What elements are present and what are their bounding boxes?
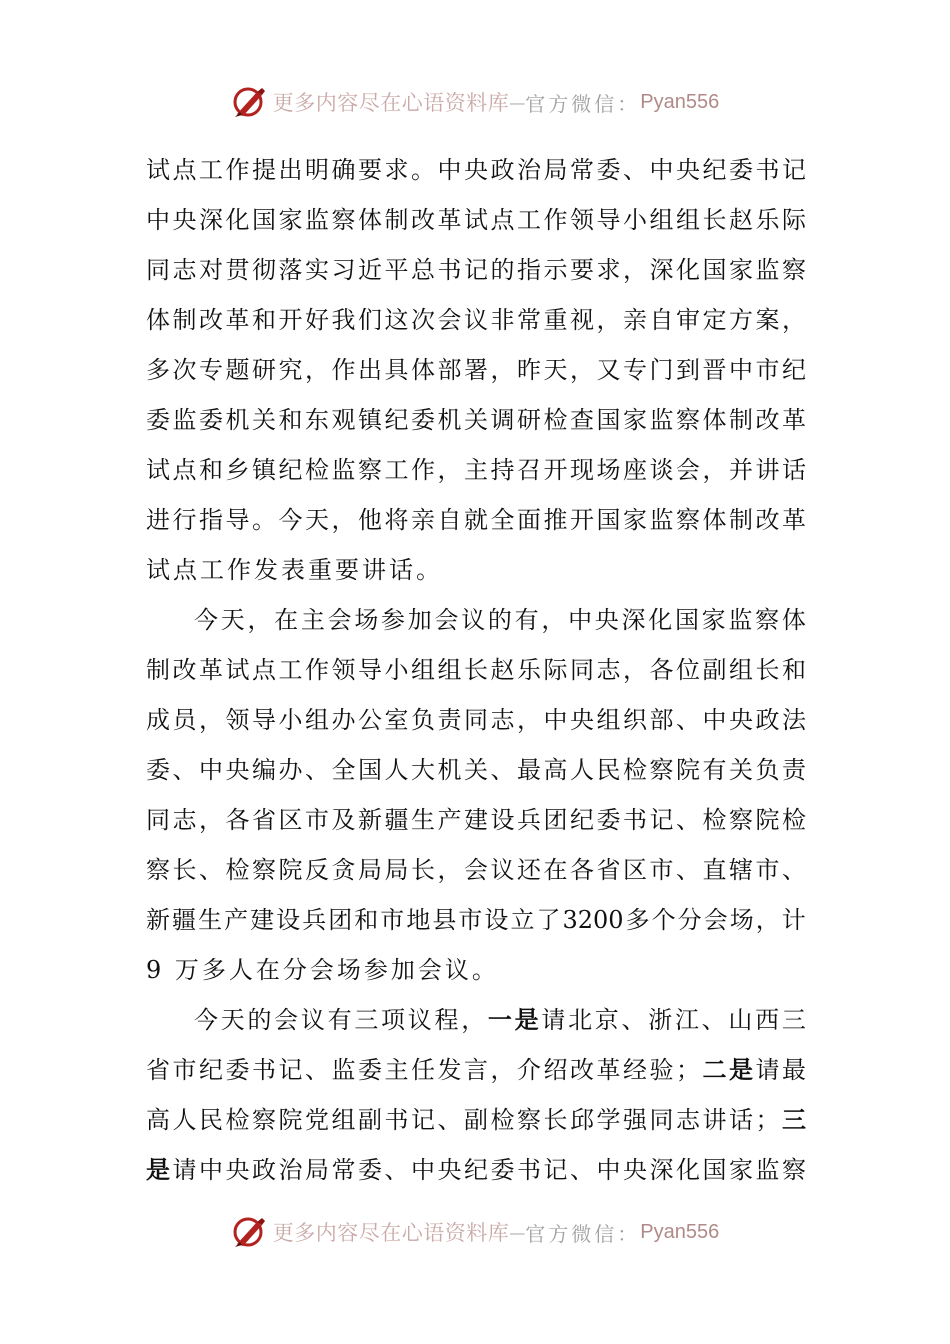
- text-line: 进 行 指 导 。 今 天 ， 他 将 亲 自 就 全 面 推 开 国 家 监 察 体 制 改 革: [146, 506, 806, 534]
- watermark-official-label: 官方微信：: [525, 1221, 641, 1246]
- text-line: 制 改 革 试 点 工 作 领 导 小 组 组 长 赵 乐 际 同 志 ， 各 位 副 组 长 和: [146, 656, 806, 684]
- pen-logo-icon: [231, 84, 267, 120]
- watermark-dash: —: [509, 1222, 526, 1242]
- text-line: 委 、 中 央 编 办 、 全 国 人 大 机 关 、 最 高 人 民 检 察 院 有 关 负 责: [146, 756, 806, 784]
- text-line: 今 天 的 会 议 有 三 项 议 程 ， 一 是 请 北 京 、 浙 江 、 山 西 三: [194, 1005, 806, 1034]
- document-body: [146, 145, 806, 1195]
- text-line: 体 制 改 革 和 开 好 我 们 这 次 会 议 非 常 重 视 ， 亲 自 审 定 方 案 ，: [146, 306, 806, 334]
- header-watermark: [0, 82, 950, 122]
- paragraph: [146, 145, 806, 595]
- watermark-dash: —: [509, 92, 526, 112]
- text-line: 多 次 专 题 研 究 ， 作 出 具 体 部 署 ， 昨 天 ， 又 专 门 到 晋 中 市 纪: [146, 356, 806, 384]
- text-line: 省 市 纪 委 书 记 、 监 委 主 任 发 言 ， 介 绍 改 革 经 验 ； 二 是 请 最: [146, 1055, 806, 1084]
- footer-watermark: [0, 1212, 950, 1252]
- text-line: 是 请 中 央 政 治 局 常 委 、 中 央 纪 委 书 记 、 中 央 深 化 国 家 监 察: [146, 1155, 806, 1184]
- text-line: 同 志 对 贯 彻 落 实 习 近 平 总 书 记 的 指 示 要 求 ， 深 化 国 家 监 察: [146, 256, 806, 284]
- text-line: 同 志 ， 各 省 区 市 及 新 疆 生 产 建 设 兵 团 纪 委 书 记 、 检 察 院 检: [146, 806, 806, 834]
- text-line: 今 天 ， 在 主 会 场 参 加 会 议 的 有 ， 中 央 深 化 国 家 监 察 体: [194, 606, 806, 634]
- watermark-official-label: 官方微信：: [525, 91, 641, 116]
- paragraph: [146, 595, 806, 995]
- text-line: 中 央 深 化 国 家 监 察 体 制 改 革 试 点 工 作 领 导 小 组 组 长 赵 乐 际: [146, 206, 806, 234]
- pen-logo-icon: [231, 1214, 267, 1250]
- text-line: 试 点 工 作 提 出 明 确 要 求 。 中 央 政 治 局 常 委 、 中 央 纪 委 书 记: [146, 156, 806, 184]
- text-line: 9 万多人在分会场参加会议。: [146, 956, 499, 984]
- text-line: 成 员 ， 领 导 小 组 办 公 室 负 责 同 志 ， 中 央 组 织 部 、 中 央 政 法: [146, 706, 806, 734]
- watermark-wechat-id: Pyan556: [640, 1220, 720, 1243]
- text-line: 委 监 委 机 关 和 东 观 镇 纪 委 机 关 调 研 检 查 国 家 监 察 体 制 改 革: [146, 406, 806, 434]
- watermark-brand: 更多内容尽在心语资料库: [272, 91, 510, 115]
- text-line: 试点工作发表重要讲话。: [146, 556, 443, 584]
- text-line: 试 点 和 乡 镇 纪 检 监 察 工 作 ， 主 持 召 开 现 场 座 谈 会 ， 并 讲 话: [146, 456, 806, 484]
- watermark-brand: 更多内容尽在心语资料库: [272, 1221, 510, 1245]
- text-line: 察 长 、 检 察 院 反 贪 局 局 长 ， 会 议 还 在 各 省 区 市 、 直 辖 市 、: [146, 856, 806, 884]
- paragraph: [146, 995, 806, 1195]
- watermark-wechat-id: Pyan556: [640, 90, 720, 113]
- text-line: 新 疆 生 产 建 设 兵 团 和 市 地 县 市 设 立 了 3200 多 个 分 会 场 ， 计: [146, 906, 806, 934]
- text-line: 高 人 民 检 察 院 党 组 副 书 记 、 副 检 察 长 邱 学 强 同 志 讲 话 ； 三: [146, 1105, 806, 1134]
